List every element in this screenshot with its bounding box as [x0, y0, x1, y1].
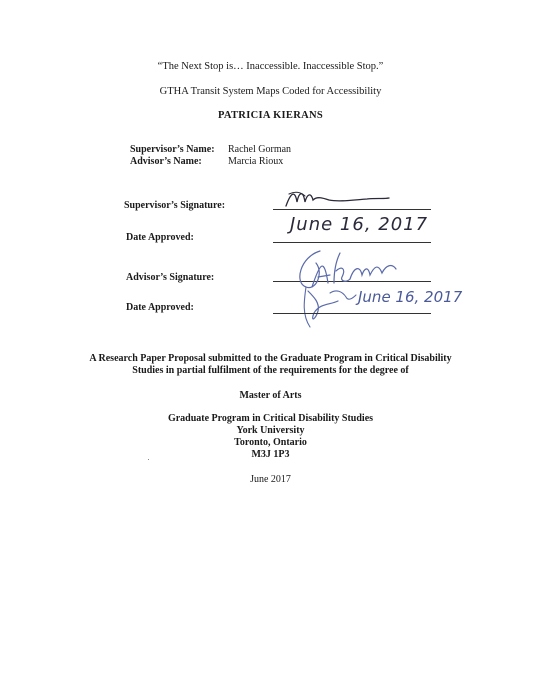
- advisor-signature-label: Advisor’s Signature:: [126, 272, 215, 283]
- postal-code: M3J 1P3: [251, 449, 290, 460]
- supervisor-signature-label: Supervisor’s Signature:: [124, 200, 226, 211]
- advisor-name-value: Marcia Rioux: [228, 156, 284, 167]
- advisor-name-label: Advisor’s Name:: [130, 156, 202, 167]
- date-approved-label-2: Date Approved:: [126, 302, 194, 313]
- author-name: PATRICIA KIERANS: [217, 110, 324, 121]
- date-approved-value-2: June 16, 2017: [358, 288, 463, 306]
- document-subtitle: GTHA Transit System Maps Coded for Accessibility: [159, 86, 382, 97]
- document-title: “The Next Stop is… Inaccessible. Inaccessible Stop.”: [157, 61, 384, 72]
- supervisor-name-value: Rachel Gorman: [228, 144, 292, 155]
- date-approved-value-1: June 16, 2017: [290, 214, 429, 235]
- submission-date: June 2017: [250, 474, 291, 485]
- program-name: Graduate Program in Critical Disability Studies: [167, 413, 374, 424]
- scan-speck: [148, 459, 149, 460]
- advisor-row: [130, 156, 283, 167]
- proposal-statement-line-2: Studies in partial fulfilment of the requirements for the degree of: [132, 365, 409, 376]
- supervisor-name-label: Supervisor’s Name:: [130, 144, 215, 155]
- supervisor-signature-mark: [283, 186, 393, 212]
- date-approved-line-2: [273, 313, 431, 314]
- proposal-statement-line-1: A Research Paper Proposal submitted to the Graduate Program in Critical Disability: [89, 353, 452, 364]
- degree-name: Master of Arts: [239, 390, 302, 401]
- city-name: Toronto, Ontario: [234, 437, 307, 448]
- date-approved-label-1: Date Approved:: [126, 232, 194, 243]
- supervisor-row: [130, 144, 291, 155]
- university-name: York University: [236, 425, 305, 436]
